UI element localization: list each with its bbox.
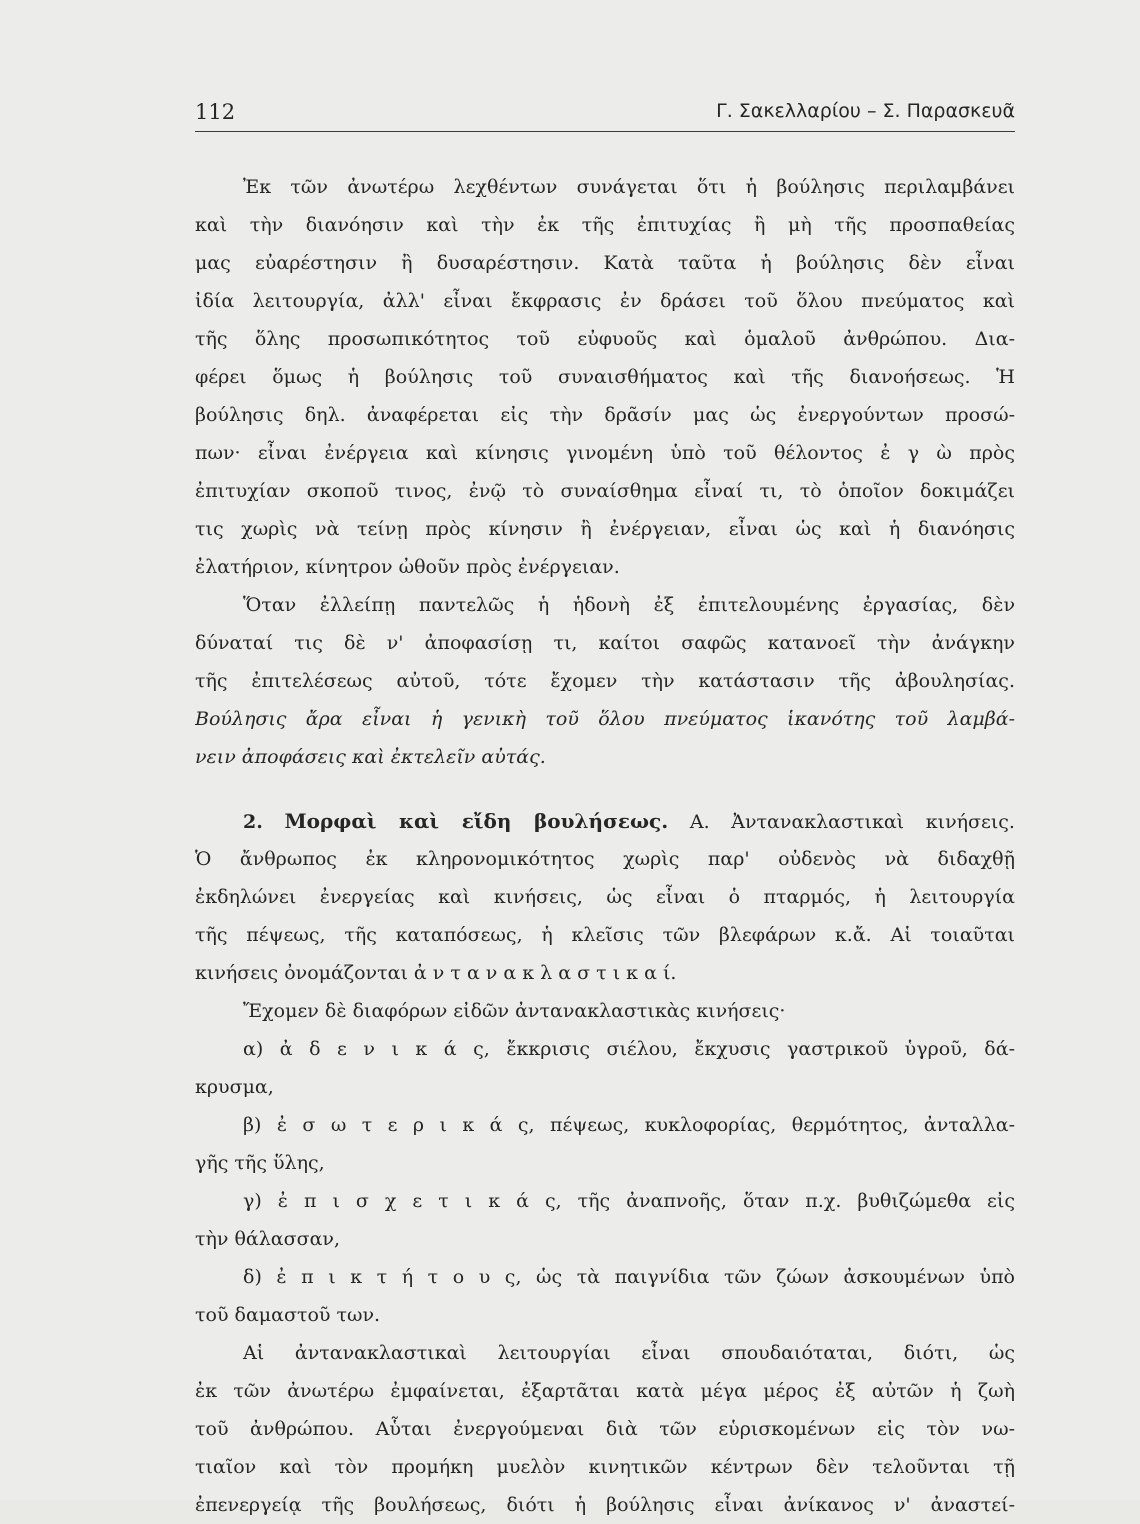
text-line: Ὅταν ἐλλείπῃ παντελῶς ἡ ἡδονὴ ἐξ ἐπιτελουμένης ἐργασίας, δὲν	[243, 594, 1015, 616]
text-line: πων· εἶναι ἐνέργεια καὶ κίνησις γινομένη ὑπὸ τοῦ θέλοντος ἐ γ ὼ πρὸς	[195, 442, 1015, 464]
text-line: τιαῖον καὶ τὸν προμήκη μυελὸν κινητικῶν κέντρων δὲν τελοῦνται τῇ	[195, 1456, 1015, 1478]
text-line: ἐκδηλώνει ἐνεργείας καὶ κινήσεις, ὡς εἶναι ὁ πταρμός, ἡ λειτουργία	[195, 886, 1015, 908]
text-line: τοῦ ἀνθρώπου. Αὗται ἐνεργούμεναι διὰ τῶν εὑρισκομένων εἰς τὸν νω-	[195, 1418, 1015, 1440]
text-line: Ἔχομεν δὲ διαφόρων εἰδῶν ἀντανακλαστικὰς κινήσεις·	[243, 1000, 786, 1022]
text-line: Αἱ ἀντανακλαστικαὶ λειτουργίαι εἶναι σπουδαιόταται, διότι, ὡς	[243, 1342, 1015, 1364]
text-line: τῆς ἐπιτελέσεως αὐτοῦ, τότε ἔχομεν τὴν κατάστασιν τῆς ἀβουλησίας.	[195, 670, 1015, 692]
text-line: τῆς ὅλης προσωπικότητος τοῦ εὐφυοῦς καὶ ὁμαλοῦ ἀνθρώπου. Δια-	[195, 328, 1015, 350]
text-line: ἐπενεργείᾳ τῆς βουλήσεως, διότι ἡ βούλησις εἶναι ἀνίκανος ν' ἀναστεί-	[195, 1494, 1015, 1516]
page-header	[195, 100, 1015, 130]
text-line-italic: νειν ἀποφάσεις καὶ ἐκτελεῖν αὐτάς.	[195, 746, 546, 768]
text-line: Ὁ ἄνθρωπος ἐκ κληρονομικότητος χωρὶς παρ' οὐδενὸς νὰ διδαχθῇ	[195, 848, 1015, 870]
text-line: ἰδία λειτουργία, ἀλλ' εἶναι ἔκφρασις ἐν δράσει τοῦ ὅλου πνεύματος καὶ	[195, 290, 1015, 312]
text-line: βούλησις δηλ. ἀναφέρεται εἰς τὴν δρᾶσίν μας ὡς ἐνεργούντων προσώ-	[195, 404, 1015, 426]
text-line: Ἐκ τῶν ἀνωτέρω λεχθέντων συνάγεται ὅτι ἡ βούλησις περιλαμβάνει	[243, 176, 1015, 198]
section-gap	[195, 776, 1015, 802]
list-item-continuation: γῆς τῆς ὕλης,	[195, 1152, 325, 1174]
text-line: ἐκ τῶν ἀνωτέρω ἐμφαίνεται, ἐξαρτᾶται κατὰ μέγα μέρος ἐξ αὐτῶν ἡ ζωὴ	[195, 1380, 1015, 1402]
list-item: β) ἐ σ ω τ ε ρ ι κ ά ς, πέψεως, κυκλοφορίας, θερμότητος, ἀνταλλα-	[243, 1114, 1015, 1136]
header-rule	[195, 131, 1015, 132]
text-line: κινήσεις ὀνομάζονται ἀ ν τ α ν α κ λ α σ τ ι κ α ί.	[195, 962, 677, 984]
list-item: γ) ἐ π ι σ χ ε τ ι κ ά ς, τῆς ἀναπνοῆς, ὅταν π.χ. βυθιζώμεθα εἰς	[243, 1190, 1015, 1212]
text-line: μας εὐαρέστησιν ἢ δυσαρέστησιν. Κατὰ ταῦτα ἡ βούλησις δὲν εἶναι	[195, 252, 1015, 274]
body-text	[195, 168, 1015, 1524]
list-item-continuation: τοῦ δαμαστοῦ των.	[195, 1304, 381, 1326]
section-title: Μορφαὶ καὶ εἴδη βουλήσεως.	[284, 809, 669, 833]
section-number: 2.	[243, 811, 263, 833]
page-number: 112	[195, 100, 236, 124]
text-line: ἐπιτυχίαν σκοποῦ τινος, ἐνῷ τὸ συναίσθημα εἶναί τι, τὸ ὁποῖον δοκιμάζει	[195, 480, 1015, 502]
section-heading	[195, 802, 1015, 840]
list-item-continuation: κρυσμα,	[195, 1076, 274, 1098]
text-line: φέρει ὅμως ἡ βούλησις τοῦ συναισθήματος καὶ τῆς διανοήσεως. Ἡ	[195, 366, 1015, 388]
text-line: καὶ τὴν διανόησιν καὶ τὴν ἐκ τῆς ἐπιτυχίας ἢ μὴ τῆς προσπαθείας	[195, 214, 1015, 236]
running-head: Γ. Σακελλαρίου – Σ. Παρασκευᾶ	[716, 100, 1015, 122]
list-item: α) ἀ δ ε ν ι κ ά ς, ἔκκρισις σιέλου, ἔκχυσις γαστρικοῦ ὑγροῦ, δά-	[243, 1038, 1015, 1060]
text-line: τῆς πέψεως, τῆς καταπόσεως, ἡ κλεῖσις τῶν βλεφάρων κ.ἄ. Αἱ τοιαῦται	[195, 924, 1015, 946]
text-line-italic: Βούλησις ἄρα εἶναι ἡ γενικὴ τοῦ ὅλου πνεύματος ἱκανότης τοῦ λαμβά-	[195, 708, 1015, 730]
section-subtitle: Α. Ἀντανακλαστικαὶ κινήσεις.	[689, 811, 1015, 833]
list-item: δ) ἐ π ι κ τ ή τ ο υ ς, ὡς τὰ παιγνίδια τῶν ζώων ἀσκουμένων ὑπὸ	[243, 1266, 1015, 1288]
text-line: δύναταί τις δὲ ν' ἀποφασίσῃ τι, καίτοι σαφῶς κατανοεῖ τὴν ἀνάγκην	[195, 632, 1015, 654]
text-line: ἐλατήριον, κίνητρον ὠθοῦν πρὸς ἐνέργειαν.	[195, 556, 620, 578]
text-line: τις χωρὶς νὰ τείνῃ πρὸς κίνησιν ἢ ἐνέργειαν, εἶναι ὡς καὶ ἡ διανόησις	[195, 518, 1015, 540]
list-item-continuation: τὴν θάλασσαν,	[195, 1228, 340, 1250]
